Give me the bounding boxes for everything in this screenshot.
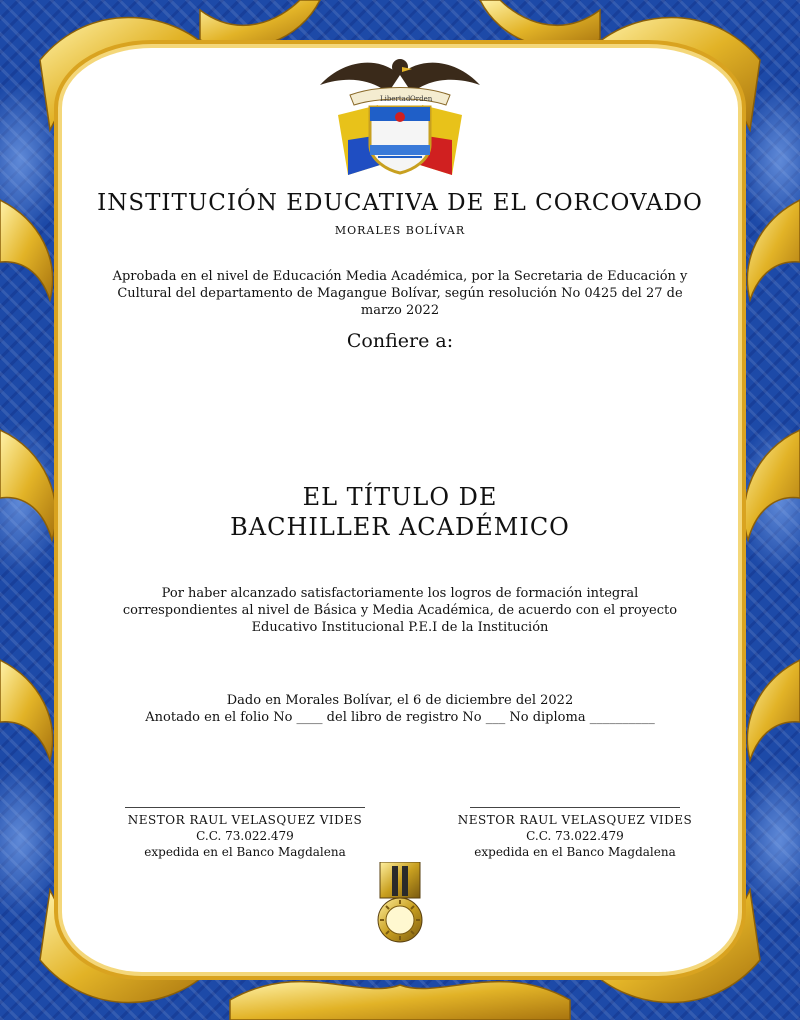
signer-name: NESTOR RAUL VELASQUEZ VIDES [457,813,693,827]
signature-block-right [450,807,700,860]
school-location: MORALES BOLÍVAR [334,224,466,237]
signature-block-left [110,807,380,860]
signer-id-issued-at: expedida en el Banco Magdalena [144,845,346,859]
signature-line [125,807,365,808]
degree-title-line1: EL TÍTULO DE [302,483,498,511]
folio-registry-line: Anotado en el folio No ____ del libro de registro No ___ No diploma __________ [145,710,655,725]
approval-text: Aprobada en el nivel de Educación Media Académica, por la Secretaria de Educación y Cultural del departamento de Magangue Bolívar, según resolución No 0425 del 27 de marzo 2022 [112,269,688,318]
signer-id: C.C. 73.022.479 [196,829,294,843]
motto-right: Orden [410,95,433,103]
motto-left: Libertad [380,95,411,103]
coat-of-arms-emblem [318,45,482,175]
signature-line [470,807,680,808]
given-date-line: Dado en Morales Bolívar, el 6 de diciembre del 2022 [226,693,574,708]
degree-title-line2: BACHILLER ACADÉMICO [230,513,570,541]
signer-name: NESTOR RAUL VELASQUEZ VIDES [127,813,363,827]
signer-id-issued-at: expedida en el Banco Magdalena [474,845,676,859]
school-name: INSTITUCIÓN EDUCATIVA DE EL CORCOVADO [97,190,703,216]
reason-text: Por haber alcanzado satisfactoriamente los logros de formación integral correspondientes al nivel de Básica y Media Académica, de acuerdo con el proyecto Educativo Institucional P.E.I de la Institución [122,586,678,635]
confers-label: Confiere a: [346,330,454,352]
gold-medal-icon [370,862,430,944]
signer-id: C.C. 73.022.479 [526,829,624,843]
